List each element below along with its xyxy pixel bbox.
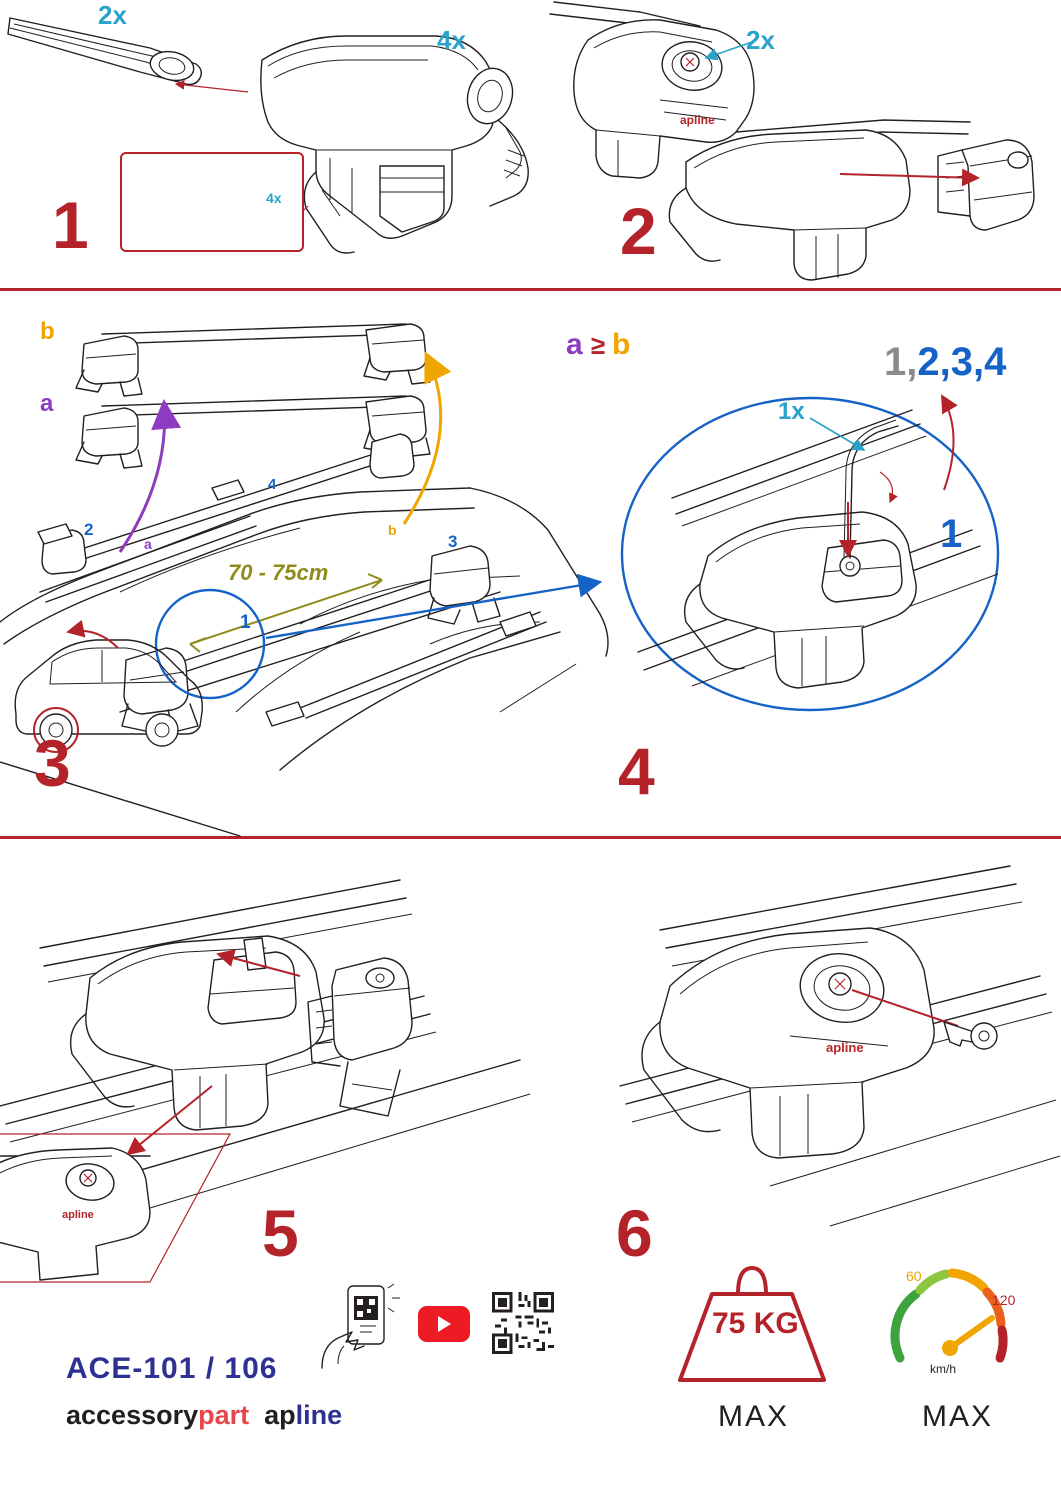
panel3-bar-label-a: a (144, 536, 152, 552)
max-weight-label: MAX (718, 1400, 790, 1433)
max-weight-value: 75 KG (712, 1307, 799, 1340)
panel3-bar-label-b: b (388, 522, 397, 538)
product-code: ACE-101 / 106 (66, 1352, 278, 1385)
panel1-pad-qty: 4x (266, 190, 282, 206)
step-3-number: 3 (34, 726, 71, 800)
panel1-rail-qty: 2x (98, 0, 127, 30)
speed-tick-120: 120 (992, 1292, 1016, 1308)
step-4-number: 4 (618, 734, 655, 808)
panel3-compare-sign: ≥ (591, 330, 606, 360)
svg-text:apline: apline (680, 113, 715, 127)
section-divider-2 (0, 836, 1061, 839)
brand-ap: ap (264, 1400, 296, 1430)
brand-wordmark (66, 1400, 342, 1431)
qr-code[interactable] (492, 1292, 554, 1354)
panel3-compare-a: a (566, 328, 583, 361)
panel4-key-qty: 1x (778, 398, 805, 425)
panel4-illustration (612, 322, 1061, 822)
svg-text:apline: apline (62, 1209, 94, 1221)
scan-qr-phone-icon[interactable] (318, 1284, 406, 1368)
section-divider-1 (0, 288, 1061, 291)
panel3-pos-2: 2 (84, 520, 94, 539)
brand-accessory: accessory (66, 1400, 199, 1430)
panel3-compare-b: b (612, 328, 631, 361)
max-speed-label: MAX (922, 1400, 994, 1433)
brand-line: line (295, 1400, 343, 1430)
panel3-distance-label: 70 - 75cm (228, 560, 329, 585)
youtube-icon[interactable] (418, 1306, 470, 1342)
speed-tick-60: 60 (906, 1268, 922, 1284)
panel2-screw-qty: 2x (746, 25, 775, 55)
panel2-illustration (540, 0, 1061, 288)
brand-part: part (198, 1400, 250, 1430)
panel3-label-a: a (40, 390, 54, 417)
step-6-number: 6 (616, 1196, 653, 1270)
panel1-foot-qty: 4x (437, 25, 466, 55)
speed-unit-label: km/h (930, 1362, 957, 1376)
panel3-pos-3: 3 (448, 532, 458, 551)
panel4-order-rest: 2,3,4 (917, 340, 1007, 384)
panel4-order-sequence (884, 340, 1006, 385)
step-5-number: 5 (262, 1196, 299, 1270)
step-2-number: 2 (620, 194, 657, 268)
panel4-order-first: 1, (884, 340, 918, 384)
svg-text:apline: apline (826, 1040, 864, 1055)
panel3-label-b: b (40, 318, 55, 345)
panel3-pos-4: 4 (268, 476, 277, 493)
panel3-pos-1: 1 (240, 612, 251, 633)
step-1-number: 1 (52, 188, 89, 262)
panel4-tighten-number: 1 (940, 512, 963, 556)
